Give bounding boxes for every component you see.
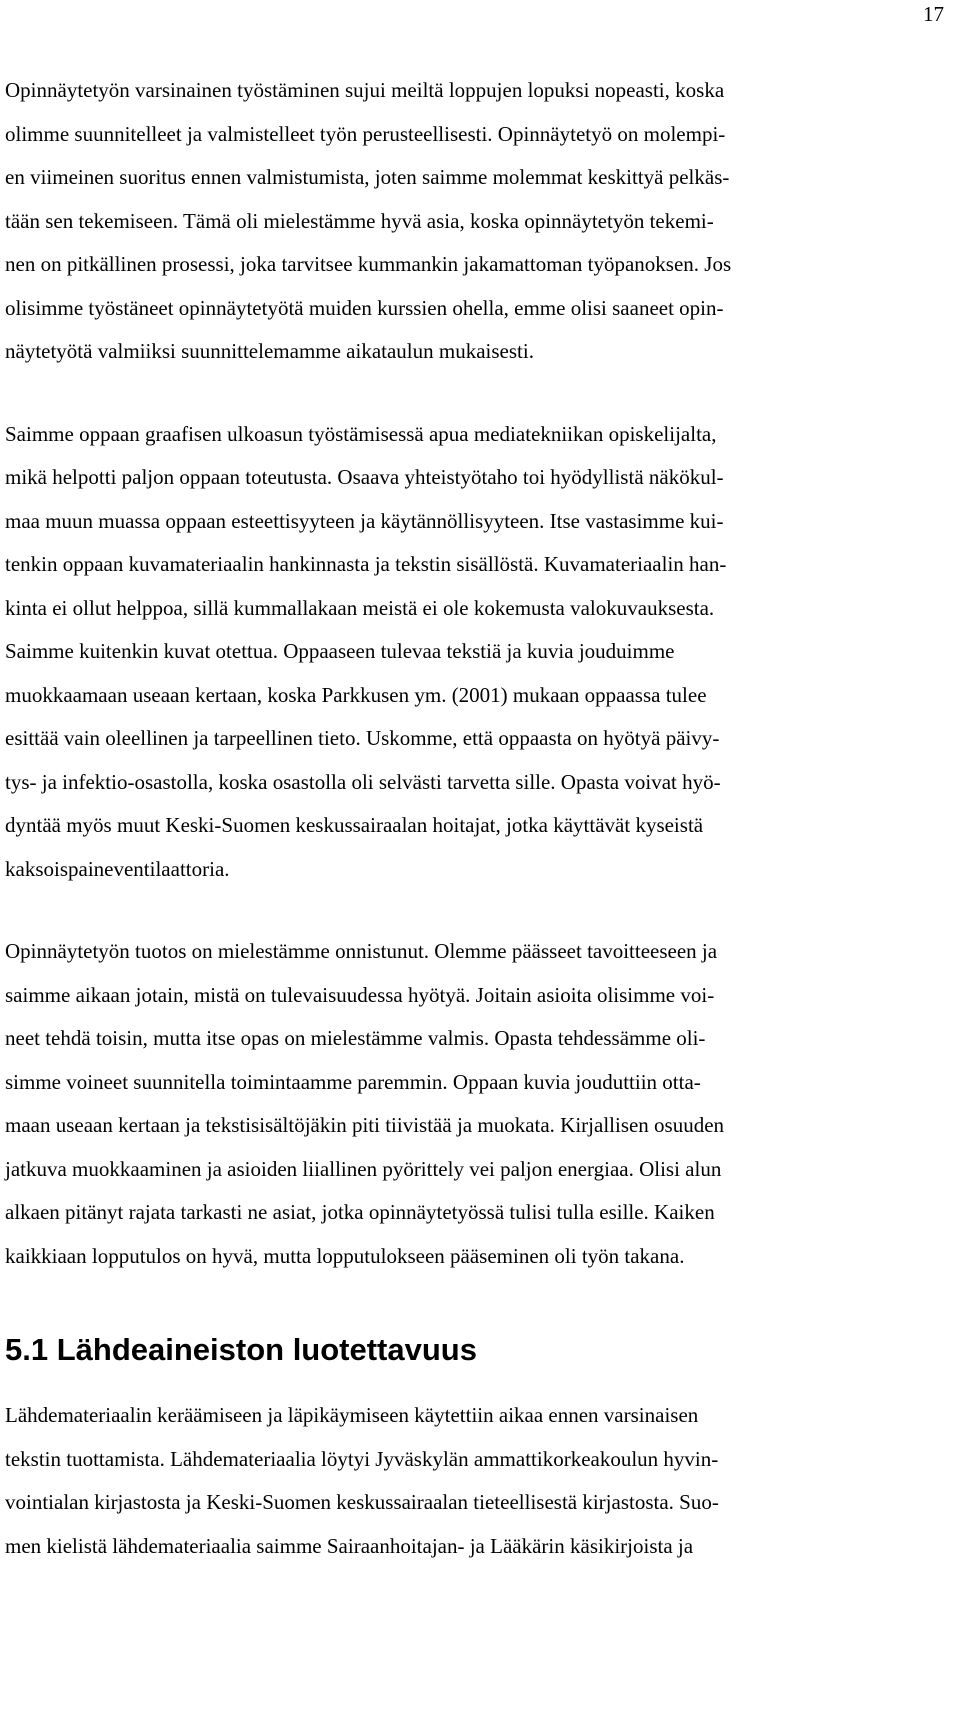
page-number: 17 [923,2,944,26]
paragraph-outcome: Opinnäytetyön tuotos on mielestämme onnistunut. Olemme päässeet tavoitteeseen ja saimme aikaan jotain, mistä on tulevaisuudessa hyötyä. Joitain asioita olisimme voi- neet tehdä toisin, mutta itse opas on mielestämme valmis. Opasta tehdessämme oli- simme voineet suunnitella toimintaamme paremmin. Oppaan kuvia jouduttiin otta- maan useaan kertaan ja tekstisisältöjäkin piti tiivistää ja muokata. Kirjallisen osuuden jatkuva muokkaaminen ja asioiden liiallinen pyörittely vei paljon energiaa. Olisi alun alkaen pitänyt rajata tarkasti ne asiat, jotka opinnäytetyössä tulisi tulla esille. Kaiken kaikkiaan lopputulos on hyvä, mutta lopputulokseen pääseminen oli työn takana. [5,939,725,1268]
paragraph-guide-layout: Saimme oppaan graafisen ulkoasun työstämisessä apua mediatekniikan opiskelijalta, mikä helpotti paljon oppaan toteutusta. Osaava yhteistyötaho toi hyödyllistä näkökul- maa muun muassa oppaan esteettisyyteen ja käytännöllisyyteen. Itse vastasimme kui- tenkin oppaan kuvamateriaalin hankinnasta ja tekstin sisällöstä. Kuvamateriaalin han- kinta ei ollut helppoa, sillä kummallakaan meistä ei ole kokemusta valokuvauksesta. Saimme kuitenkin kuvat otettua. Oppaaseen tulevaa tekstiä ja kuvia jouduimme muokkaamaan useaan kertaan, koska Parkkusen ym. (2001) mukaan oppaassa tulee esittää vain oleellinen ja tarpeellinen tieto. Uskomme, että oppaasta on hyötyä päivy- tys- ja infektio-osastolla, koska osastolla oli selvästi tarvetta sille. Opasta voivat hyö- dyntää myös muut Keski-Suomen keskussairaalan hoitajat, jotka käyttävät kyseistä kaksoispaineventilaattoria. [5,421,727,881]
paragraph-thesis-work: Opinnäytetyön varsinainen työstäminen sujui meiltä loppujen lopuksi nopeasti, koska olimme suunnitelleet ja valmistelleet työn perusteellisesti. Opinnäytetyö on molempi- en viimeinen suoritus ennen valmistumista, joten saimme molemmat keskittyä pelkäs- tään sen tekemiseen. Tämä oli mielestämme hyvä asia, koska opinnäytetyön tekemi- nen on pitkällinen prosessi, joka tarvitsee kummankin jakamattoman työpanoksen. Jos olisimme työstäneet opinnäytetyötä muiden kurssien ohella, emme olisi saaneet opin- näytetyötä valmiiksi suunnittelemamme aikataulun mukaisesti. [5,78,732,363]
paragraph-source-material: Lähdemateriaalin keräämiseen ja läpikäymiseen käytettiin aikaa ennen varsinaisen tekstin tuottamista. Lähdemateriaalia löytyi Jyväskylän ammattikorkeakoulun hyvin- vointialan kirjastosta ja Keski-Suomen keskussairaalan tieteellisestä kirjastosta. Suo- men kielistä lähdemateriaalia saimme Sairaanhoitajan- ja Lääkärin käsikirjoista ja [5,1403,719,1558]
page-content [5,69,941,1568]
section-heading: 5.1 Lähdeaineiston luotettavuus [5,1332,477,1367]
